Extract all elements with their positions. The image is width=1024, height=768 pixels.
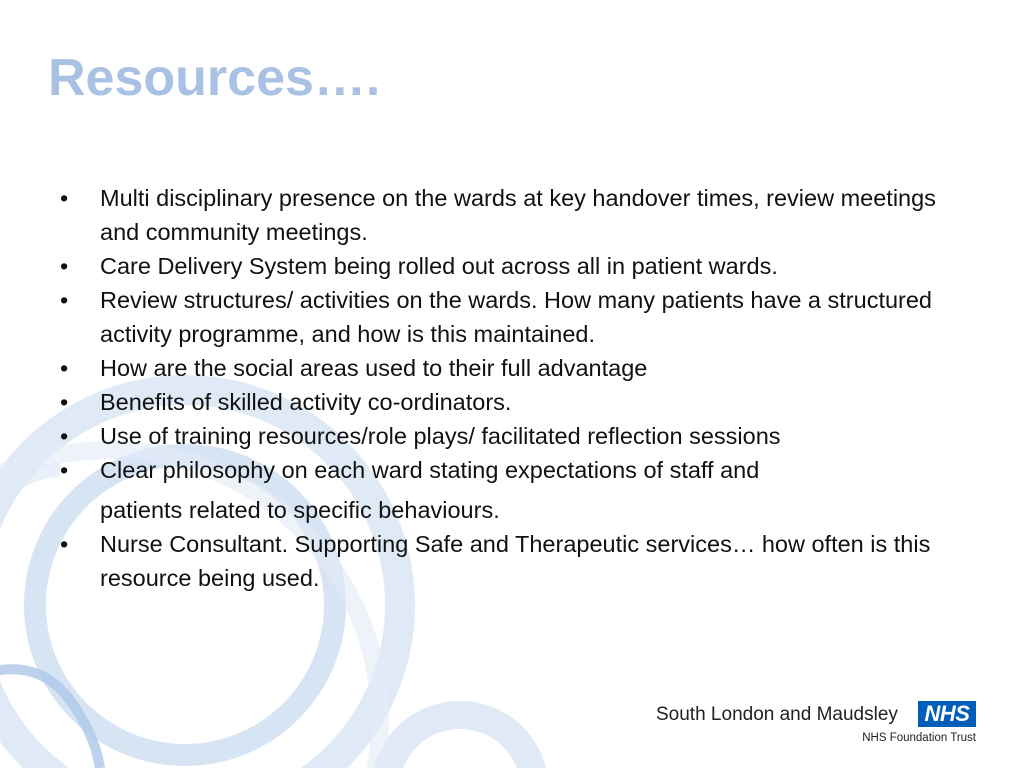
bullet-marker: • [60,253,69,279]
decorative-ring-small [385,715,535,768]
bullet-text: Benefits of skilled activity co-ordinators. [100,389,512,415]
bullet-marker: • [60,355,69,381]
bullet-marker: • [60,531,69,557]
decorative-arc-left [0,470,60,500]
bullet-text: Use of training resources/role plays/ facilitated reflection sessions [100,423,781,449]
bullet-text-line-2: patients related to specific behaviours. [100,497,500,523]
bullet-marker: • [60,389,69,415]
bullet-item [60,249,960,283]
organisation-logo [656,699,980,747]
bullet-item [60,283,960,351]
bullet-item [60,527,960,595]
bullet-text-line-1: Clear philosophy on each ward stating expectations of staff and [100,457,760,483]
logo-organisation-name: South London and Maudsley [656,704,898,725]
logo-trust-name: NHS Foundation Trust [862,732,976,744]
bullet-item [60,419,960,453]
slide-title: Resources…. [48,49,381,107]
bullet-marker: • [60,423,69,449]
bullet-text: Multi disciplinary presence on the wards at key handover times, review meetings and community meetings. [100,185,936,245]
bullet-text: Nurse Consultant. Supporting Safe and Therapeutic services… how often is this resource being used. [100,531,931,591]
decorative-arc-corner [0,669,100,768]
bullet-list [60,181,960,595]
bullet-text: Review structures/ activities on the wards. How many patients have a structured activity programme, and how is this maintained. [100,287,933,347]
bullet-item [60,453,960,527]
bullet-item [60,385,960,419]
bullet-item [60,351,960,385]
bullet-marker: • [60,457,69,483]
bullet-text: Care Delivery System being rolled out across all in patient wards. [100,253,778,279]
bullet-text: How are the social areas used to their full advantage [100,355,648,381]
bullet-marker: • [60,185,69,211]
nhs-logo-icon: NHS [918,701,976,727]
bullet-marker: • [60,287,69,313]
bullet-item [60,181,960,249]
